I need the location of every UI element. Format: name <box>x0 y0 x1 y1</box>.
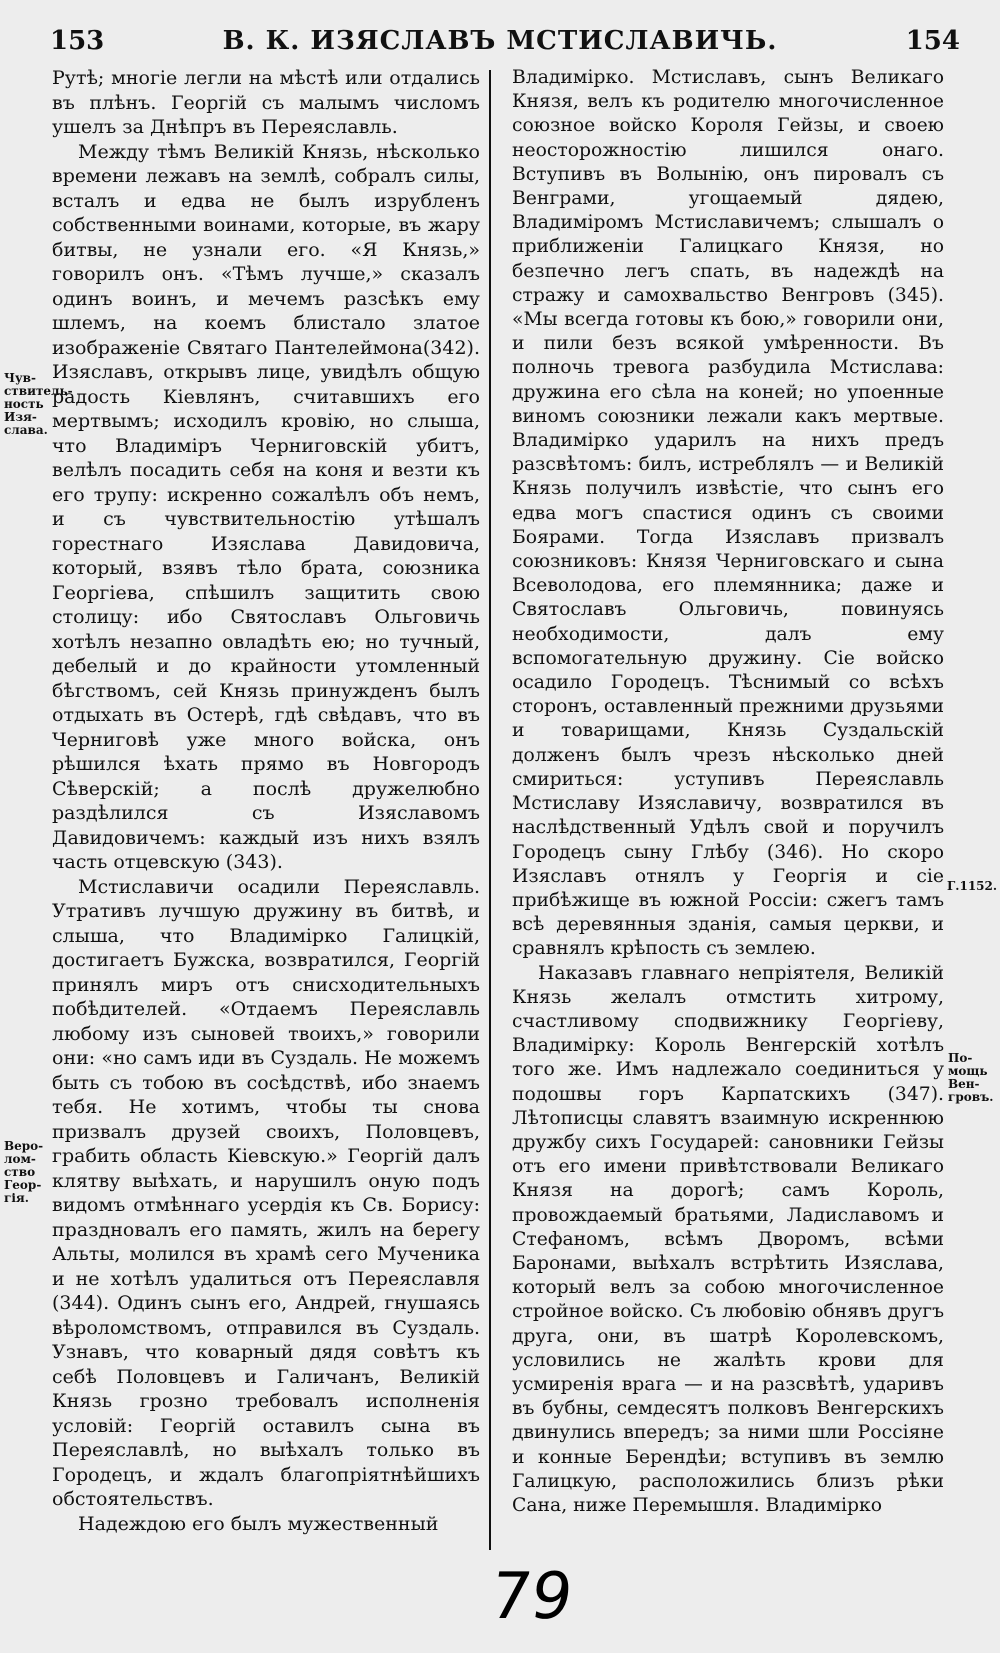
margin-note-left-1: Чув-ствитель-ность Изя-слава. <box>4 371 73 437</box>
handwritten-folio-number: 79 <box>485 1560 578 1634</box>
column-divider <box>489 70 491 1550</box>
right-column <box>512 66 944 1518</box>
left-paragraph-4: Надеждою его былъ мужественный <box>78 1512 439 1535</box>
left-paragraph-1: Рутѣ; многіе легли на мѣстѣ или отдались въ плѣнъ. Георгій съ малымъ числомъ ушелъ за Днѣпръ въ Переяславль. <box>52 67 480 138</box>
running-header <box>40 18 960 62</box>
margin-note-right-1: Г.1152. <box>947 879 998 893</box>
running-title: В. К. ИЗЯСЛАВЪ МСТИСЛАВИЧЬ. <box>222 26 778 56</box>
right-paragraph-1: Владимірко. Мстиславъ, сынъ Великаго Князя, велъ къ родителю многочисленное союзное войско Короля Гейзы, и своею неосторожностію лишился онаго. Вступивъ въ Волынію, онъ пировалъ съ Венграми, угощаемый дядею, Владиміромъ Мстиславичемъ; слышалъ о приближеніи Галицкаго Князя, но безпечно легъ спать, въ надеждѣ на стражу и самохвальство Венгровъ (345). «Мы всегда готовы къ бою,» говорили они, и пили безъ всякой умѣренности. Въ полночь тревога разбудила Мстислава: дружина его сѣла на коней; но упоенные виномъ союзники лежали какъ мертвые. Владимірко ударилъ на нихъ предъ разсвѣтомъ: билъ, истреблялъ — и Великій Князь получилъ извѣстіе, что сынъ его едва могъ спастися одинъ съ своими Боярами. Тогда Изяславъ призвалъ союзниковъ: Князя Черниговскаго и сына Всеволодова, его племянника; даже и Святославъ Ольговичь, повинуясь необходимости, далъ ему вспомогательную дружину. Сіе войско осадило Городецъ. Тѣснимый со всѣхъ сторонъ, оставленный прежними друзьями и товарищами, Князь Суздальскій долженъ былъ чрезъ нѣсколько дней смириться: уступивъ Переяславль Мстиславу Изяславичу, возвратился въ наслѣдственный Удѣлъ свой и поручилъ Городецъ сыну Глѣбу (346). Но скоро Изяславъ отнялъ у Георгія и сіе прибѣжище въ южной Россіи: сжегъ тамъ всѣ деревянныя зданія, самыя церкви, и сравнялъ крѣпость съ землею. <box>512 67 944 960</box>
page-number-left: 153 <box>50 26 105 56</box>
left-paragraph-2: Между тѣмъ Великій Князь, нѣсколько времени лежавъ на землѣ, собралъ силы, всталъ и едва не былъ изрубленъ собственными воинами, которые, въ жару битвы, не узнали его. «Я Князь,» говорилъ онъ. «Тѣмъ лучше,» сказалъ одинъ воинъ, и мечемъ разсѣкъ ему шлемъ, на коемъ блистало златое изображеніе Святаго Пантелеймона(342). Изяславъ, открывъ лице, увидѣлъ общую радость Кіевлянъ, считавшихъ его мертвымъ; исходилъ кровію, но слыша, что Владиміръ Черниговскій убитъ, велѣлъ посадить себя на коня и везти къ его трупу: искренно сожалѣлъ объ немъ, и съ чувствительностію утѣшалъ горестнаго Изяслава Давидовича, который, взявъ тѣло брата, союзника Георгіева, спѣшилъ защитить свою столицу: ибо Святославъ Ольговичь хотѣлъ незапно овладѣть ею; но тучный, дебелый и до крайности утомленный бѣгствомъ, сей Князь принужденъ былъ отдыхать въ Остерѣ, гдѣ свѣдавъ, что въ Черниговѣ уже много войска, онъ рѣшился ѣхать прямо въ Новгородъ Сѣверскій; а послѣ дружелюбно раздѣлился съ Изяславомъ Давидовичемъ: каждый изъ нихъ взялъ часть отцевскую (343). <box>52 140 480 873</box>
left-column <box>52 66 480 1536</box>
margin-note-left-2: Веро-лом-ство Геор-гія. <box>4 1139 44 1205</box>
page-number-right: 154 <box>905 26 960 56</box>
right-paragraph-2: Наказавъ главнаго непріятеля, Великій Князь желалъ отмстить хитрому, счастливому сподвижнику Георгіеву, Владимірку: Король Венгерскій хотѣлъ того же. Имъ надлежало соединиться у подошвы горъ Карпатскихъ (347). Лѣтописцы славятъ взаимную искреннюю дружбу сихъ Государей: сановники Гейзы отъ его имени привѣтствовали Великаго Князя на дорогѣ; самъ Король, провождаемый братьями, Ладиславомъ и Стефаномъ, всѣмъ Дворомъ, всѣми Баронами, выѣхалъ встрѣтить Изяслава, который велъ за собою многочисленное стройное войско. Съ любовію обнявъ другъ друга, они, въ шатрѣ Королевскомъ, условились не жалѣть крови для усмиренія врага — и на разсвѣтѣ, ударивъ въ бубны, семдесятъ полковъ Венгерскихъ двинулись впередъ; за ними шли Россіяне и конные Берендѣи; вступивъ въ землю Галицкую, расположились близъ рѣки Сана, ниже Перемышля. Владимірко <box>512 962 944 1516</box>
left-paragraph-3: Мстиславичи осадили Переяславль. Утративъ лучшую дружину въ битвѣ, и слыша, что Владимірко Галицкій, достигаетъ Бужска, возвратился, Георгій принялъ миръ отъ снисходительныхъ побѣдителей. «Отдаемъ Переяславль любому изъ сыновей твоихъ,» говорили они: «но самъ иди въ Суздаль. Не можемъ быть съ тобою въ сосѣдствѣ, ибо знаемъ тебя. Не хотимъ, чтобы ты снова призвалъ друзей своихъ, Половцевъ, грабить область Кіевскую.» Георгій далъ клятву выѣхать, и нарушилъ оную подъ видомъ отмѣннаго усердія къ Св. Борису: праздновалъ его память, жилъ на берегу Альты, молился въ храмѣ сего Мученика и не хотѣлъ удалиться отъ Переяславля (344). Одинъ сынъ его, Андрей, гнушаясь вѣроломствомъ, отправился въ Суздаль. Узнавъ, что коварный дядя совѣтъ къ себѣ Половцевъ и Галичанъ, Великій Князь грозно требовалъ исполненія условій: Георгій оставилъ сына въ Переяславлѣ, но выѣхалъ только въ Городецъ, и ждалъ благопріятнѣйшихъ обстоятельствъ. <box>52 875 480 1510</box>
margin-note-right-2: По-мощь Вен-гровъ. <box>948 1051 994 1104</box>
